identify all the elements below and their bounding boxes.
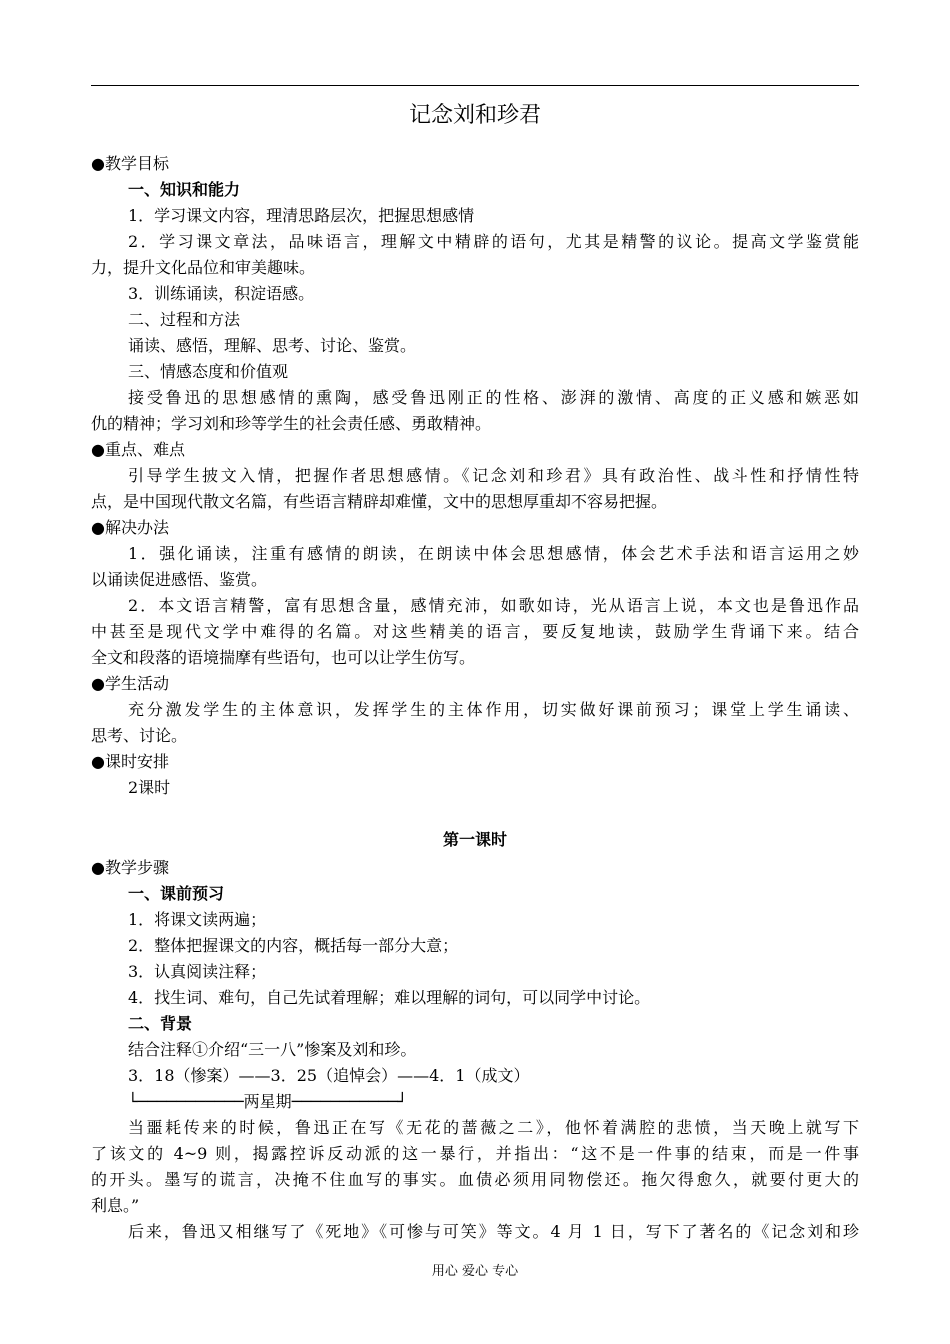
list-item: 3．认真阅读注释； <box>128 962 267 981</box>
section-header-solutions: ●解决办法 <box>91 518 169 537</box>
paragraph: 诵读、感悟，理解、思考、讨论、鉴赏。 <box>128 336 417 355</box>
paragraph: 以诵读促进感悟、鉴赏。 <box>91 570 268 589</box>
list-item: 4．找生词、难句，自己先试着理解；难以理解的词句，可以同学中讨论。 <box>128 988 651 1007</box>
section-header-keypoints: ●重点、难点 <box>91 440 185 459</box>
paragraph: 当噩耗传来的时候，鲁迅正在写《无花的蔷薇之二》，他怀着满腔的悲愤，当天晚上就写下 <box>128 1118 859 1137</box>
paragraph: 1．强化诵读，注重有感情的朗读，在朗读中体会思想感情，体会艺术手法和语言运用之妙 <box>128 544 859 563</box>
list-item: 1．将课文读两遍； <box>128 910 267 929</box>
paragraph: 点，是中国现代散文名篇，有些语言精辟却难懂，文中的思想厚重却不容易把握。 <box>91 492 668 511</box>
section-header-schedule: ●课时安排 <box>91 752 169 771</box>
paragraph: 接受鲁迅的思想感情的熏陶，感受鲁迅刚正的性格、澎湃的激情、高度的正义感和嫉恶如 <box>128 388 859 407</box>
paragraph: 3．训练诵读，积淀语感。 <box>128 284 315 303</box>
paragraph: 1．学习课文内容，理清思路层次，把握思想感情 <box>128 206 475 225</box>
paragraph: 全文和段落的语境揣摩有些语句，也可以让学生仿写。 <box>91 648 476 667</box>
paragraph: 后来，鲁迅又相继写了《死地》《可惨与可笑》等文。4 月 1 日，写下了著名的《记念刘和珍 <box>128 1222 859 1241</box>
subheading-preview: 一、课前预习 <box>128 884 225 903</box>
paragraph: 仇的精神；学习刘和珍等学生的社会责任感、勇敢精神。 <box>91 414 492 433</box>
lesson-title: 第一课时 <box>442 830 507 849</box>
paragraph: 了该文的 4~9 则，揭露控诉反动派的这一暴行，并指出：“这不是一件事的结束，而是一件事 <box>91 1144 859 1163</box>
subheading-knowledge: 一、知识和能力 <box>128 180 241 199</box>
paragraph: 思考、讨论。 <box>91 726 188 745</box>
header-rule <box>91 85 859 86</box>
section-header-steps: ●教学步骤 <box>91 858 169 877</box>
paragraph: 2课时 <box>128 778 171 797</box>
paragraph: 2．本文语言精警，富有思想含量，感情充沛，如歌如诗，光从语言上说，本文也是鲁迅作品 <box>128 596 859 615</box>
subheading-process: 二、过程和方法 <box>128 310 241 329</box>
paragraph: 结合注释①介绍“三一八”惨案及刘和珍。 <box>128 1040 417 1059</box>
paragraph: 利息。” <box>91 1196 140 1215</box>
subheading-values: 三、情感态度和价值观 <box>128 362 289 381</box>
list-item: 2．整体把握课文的内容，概括每一部分大意； <box>128 936 459 955</box>
document-title: 记念刘和珍君 <box>408 103 541 128</box>
paragraph: 力，提升文化品位和审美趣味。 <box>91 258 316 277</box>
subheading-background: 二、背景 <box>128 1014 193 1033</box>
paragraph: 中甚至是现代文学中难得的名篇。对这些精美的语言，要反复地读，鼓励学生背诵下来。结合 <box>91 622 859 641</box>
paragraph: 引导学生披文入情，把握作者思想感情。《记念刘和珍君》具有政治性、战斗性和抒情性特 <box>128 466 859 485</box>
paragraph: 2．学习课文章法，品味语言，理解文中精辟的语句，尤其是精警的议论。提高文学鉴赏能 <box>128 232 859 251</box>
section-header-activities: ●学生活动 <box>91 674 169 693</box>
timeline: 3．18（惨案）——3．25（追悼会）——4．1（成文） <box>128 1066 530 1085</box>
document-body <box>91 151 859 1245</box>
paragraph: 的开头。墨写的谎言，决掩不住血写的事实。血债必须用同物偿还。拖欠得愈久，就要付更大的 <box>91 1170 859 1189</box>
section-header-objectives: ●教学目标 <box>91 154 169 173</box>
timeline-bracket: └───────────两星期───────────┘ <box>128 1092 408 1111</box>
paragraph: 充分激发学生的主体意识，发挥学生的主体作用，切实做好课前预习；课堂上学生诵读、 <box>128 700 859 719</box>
page-footer: 用心 爱心 专心 <box>431 1264 519 1279</box>
